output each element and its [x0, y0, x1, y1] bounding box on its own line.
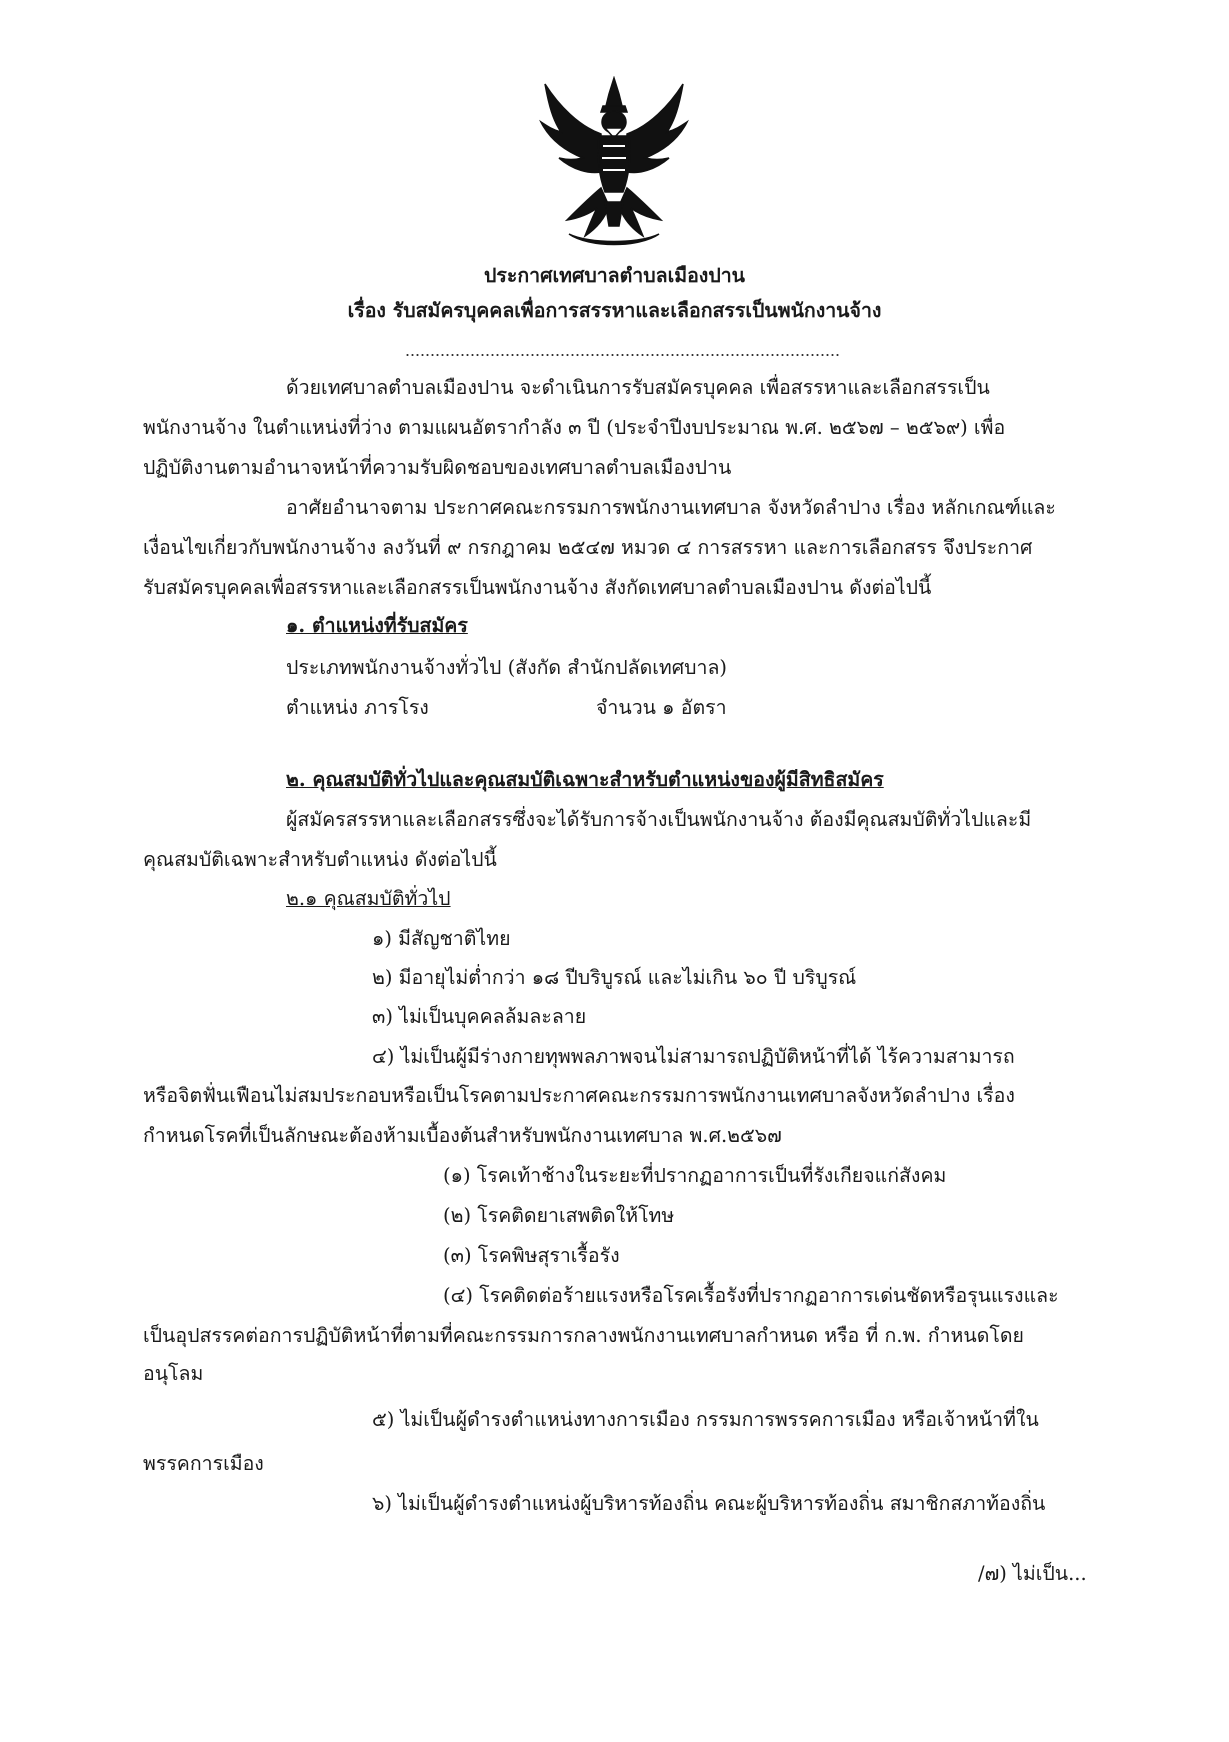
- section2-heading: ๒. คุณสมบัติทั่วไปและคุณสมบัติเฉพาะสำหรับตำแหน่งของผู้มีสิทธิสมัคร: [286, 768, 884, 791]
- qualification-3: ๓) ไม่เป็นบุคคลล้มละลาย: [372, 1005, 587, 1028]
- intro-p1-line1: ด้วยเทศบาลตำบลเมืองปาน จะดำเนินการรับสมัครบุคคล เพื่อสรรหาและเลือกสรรเป็น: [286, 376, 990, 399]
- qualification-4-line3: กำหนดโรคที่เป็นลักษณะต้องห้ามเบื้องต้นสำหรับพนักงานเทศบาล พ.ศ.๒๕๖๗: [143, 1124, 782, 1147]
- intro-p2-line2: เงื่อนไขเกี่ยวกับพนักงานจ้าง ลงวันที่ ๙ กรกฎาคม ๒๕๔๗ หมวด ๔ การสรรหา และการเลือกสรร จึงประกาศ: [143, 536, 1033, 559]
- disease-2: (๒) โรคติดยาเสพติดให้โทษ: [443, 1204, 675, 1227]
- subsection-2-1-heading: ๒.๑ คุณสมบัติทั่วไป: [286, 887, 451, 910]
- qualification-1: ๑) มีสัญชาติไทย: [372, 927, 511, 950]
- qualification-4-line2: หรือจิตฟั่นเฟือนไม่สมประกอบหรือเป็นโรคตามประกาศคณะกรรมการพนักงานเทศบาลจังหวัดลำปาง เรื่อง: [143, 1084, 1015, 1107]
- section1-heading: ๑. ตำแหน่งที่รับสมัคร: [286, 614, 468, 637]
- qualification-6: ๖) ไม่เป็นผู้ดำรงตำแหน่งผู้บริหารท้องถิ่น คณะผู้บริหารท้องถิ่น สมาชิกสภาท้องถิ่น: [372, 1492, 1046, 1515]
- qualification-5-line2: พรรคการเมือง: [143, 1452, 264, 1475]
- page-continuation: /๗) ไม่เป็น...: [978, 1562, 1087, 1585]
- disease-4-line3: อนุโลม: [143, 1362, 204, 1385]
- intro-p2-line3: รับสมัครบุคคลเพื่อสรรหาและเลือกสรรเป็นพนักงานจ้าง สังกัดเทศบาลตำบลเมืองปาน ดังต่อไปนี้: [143, 576, 932, 599]
- disease-4-line1: (๔) โรคติดต่อร้ายแรงหรือโรคเรื้อรังที่ปรากฏอาการเด่นชัดหรือรุนแรงและ: [443, 1284, 1059, 1307]
- dotted-divider: [405, 354, 841, 356]
- employee-type: ประเภทพนักงานจ้างทั่วไป (สังกัด สำนักปลัดเทศบาล): [286, 656, 728, 679]
- intro-p1-line2: พนักงานจ้าง ในตำแหน่งที่ว่าง ตามแผนอัตรากำลัง ๓ ปี (ประจำปีงบประมาณ พ.ศ. ๒๕๖๗ – ๒๕๖๙) เพื่อ: [143, 416, 1006, 439]
- intro-p2-line1: อาศัยอำนาจตาม ประกาศคณะกรรมการพนักงานเทศบาล จังหวัดลำปาง เรื่อง หลักเกณฑ์และ: [286, 496, 1056, 519]
- page-title: ประกาศเทศบาลตำบลเมืองปาน: [484, 264, 745, 287]
- section2-intro-line2: คุณสมบัติเฉพาะสำหรับตำแหน่ง ดังต่อไปนี้: [143, 848, 497, 871]
- intro-p1-line3: ปฏิบัติงานตามอำนาจหน้าที่ความรับผิดชอบของเทศบาลตำบลเมืองปาน: [143, 456, 732, 479]
- subject-line: เรื่อง รับสมัครบุคคลเพื่อการสรรหาและเลือกสรรเป็นพนักงานจ้าง: [347, 299, 882, 322]
- qualification-4-line1: ๔) ไม่เป็นผู้มีร่างกายทุพพลภาพจนไม่สามารถปฏิบัติหน้าที่ได้ ไร้ความสามารถ: [372, 1045, 1015, 1068]
- disease-1: (๑) โรคเท้าช้างในระยะที่ปรากฏอาการเป็นที่รังเกียจแก่สังคม: [443, 1164, 947, 1187]
- qualification-5-line1: ๕) ไม่เป็นผู้ดำรงตำแหน่งทางการเมือง กรรมการพรรคการเมือง หรือเจ้าหน้าที่ใน: [372, 1408, 1039, 1431]
- position-name: ตำแหน่ง ภารโรง: [286, 696, 429, 719]
- garuda-emblem-icon: [539, 76, 689, 248]
- section2-intro-line1: ผู้สมัครสรรหาและเลือกสรรซึ่งจะได้รับการจ้างเป็นพนักงานจ้าง ต้องมีคุณสมบัติทั่วไปและมี: [286, 808, 1032, 831]
- qualification-2: ๒) มีอายุไม่ต่ำกว่า ๑๘ ปีบริบูรณ์ และไม่เกิน ๖๐ ปี บริบูรณ์: [372, 966, 857, 989]
- position-count: จำนวน ๑ อัตรา: [596, 696, 727, 719]
- disease-3: (๓) โรคพิษสุราเรื้อรัง: [443, 1244, 620, 1267]
- disease-4-line2: เป็นอุปสรรคต่อการปฏิบัติหน้าที่ตามที่คณะกรรมการกลางพนักงานเทศบาลกำหนด หรือ ที่ ก.พ. กำหนดโดย: [143, 1324, 1024, 1347]
